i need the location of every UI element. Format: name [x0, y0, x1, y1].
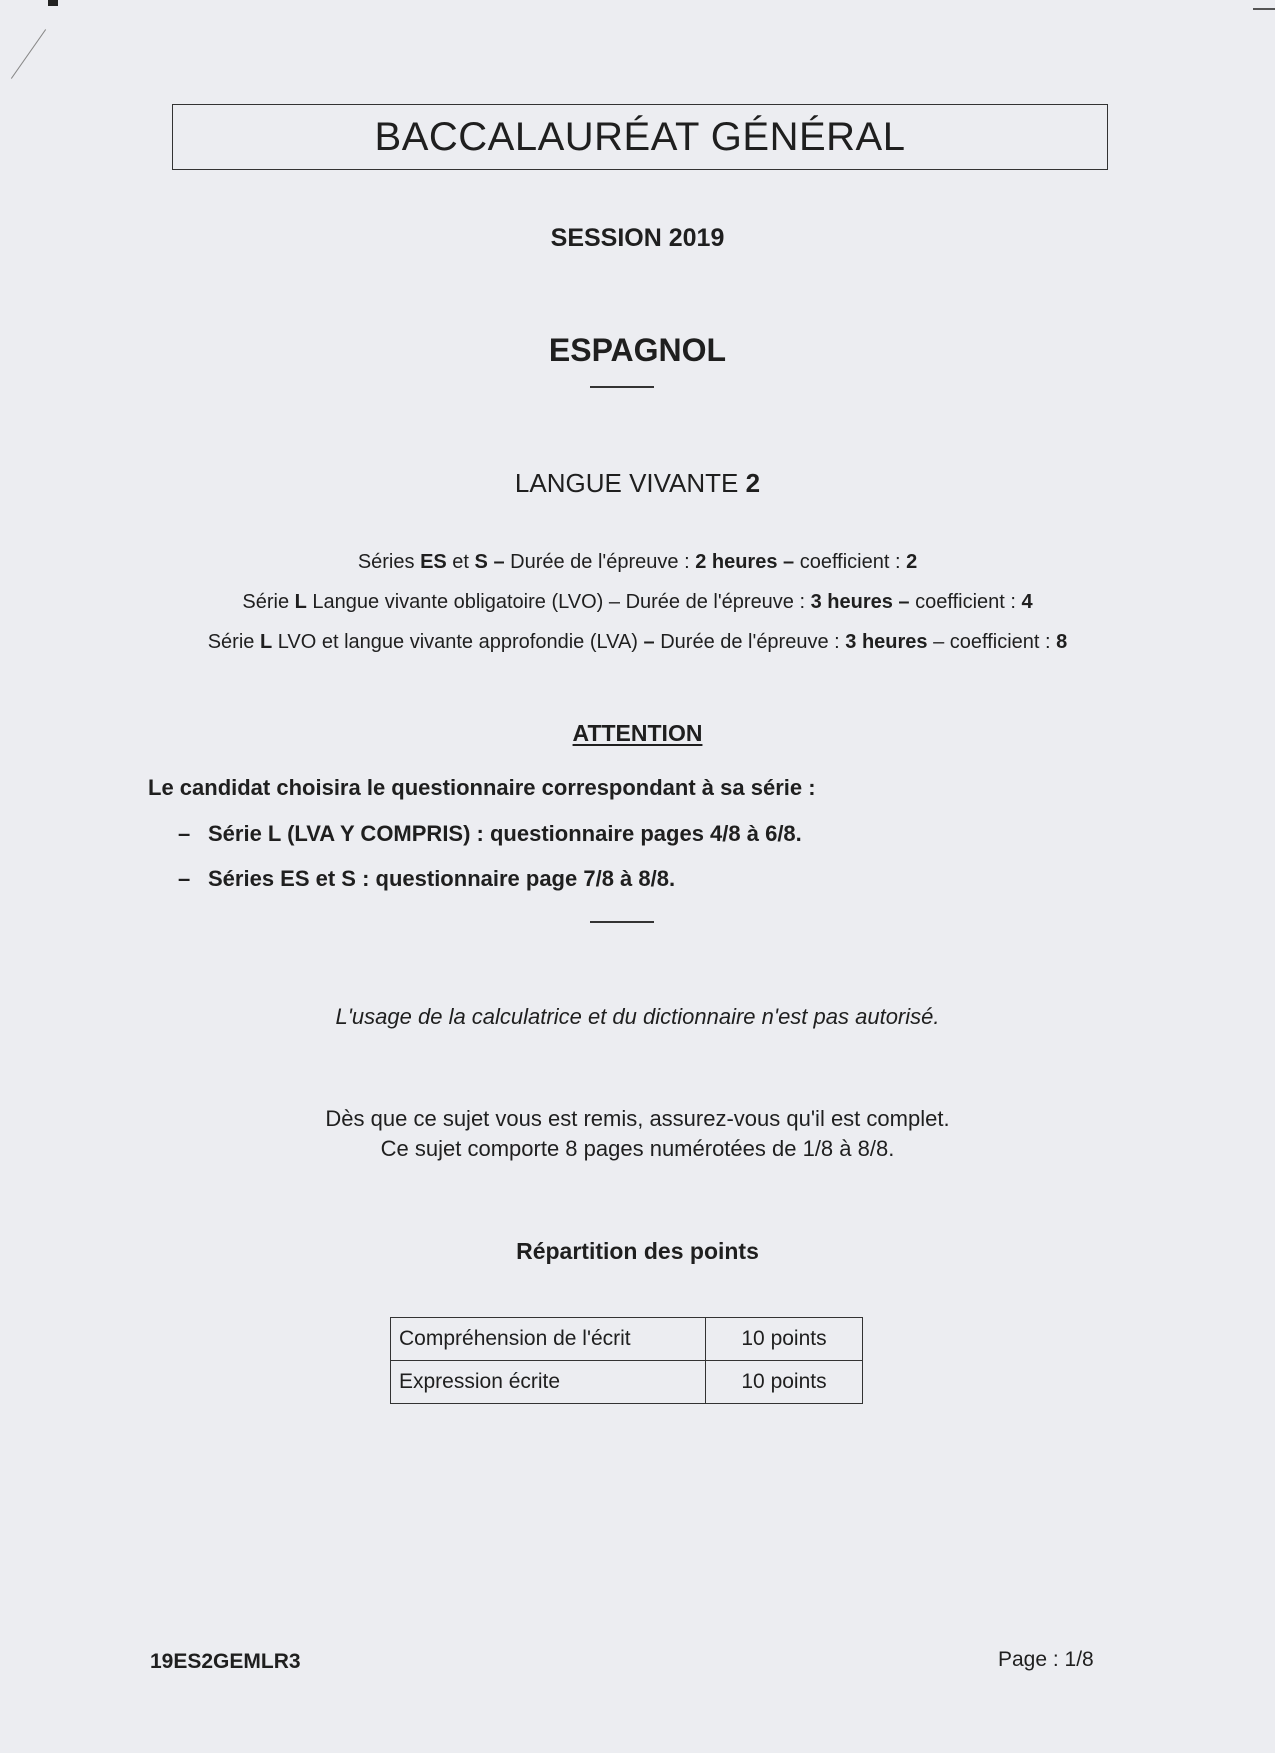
- language-level-prefix: LANGUE VIVANTE: [514, 468, 746, 498]
- series-text-run: 2: [906, 551, 918, 573]
- instruction-line: Ce sujet comporte 8 pages numérotées de 1/8 à 8/8.: [380, 1136, 895, 1161]
- series-text-run: LVO et langue vivante approfondie (LVA): [272, 631, 644, 653]
- series-line: [0, 551, 1275, 574]
- divider: [590, 921, 654, 923]
- exam-title: BACCALAURÉAT GÉNÉRAL: [172, 104, 1108, 170]
- series-text-run: –: [927, 631, 950, 653]
- table-cell-value: 10 points: [706, 1361, 863, 1404]
- series-text-run: 3 heures: [810, 591, 893, 613]
- table-row: [391, 1318, 863, 1361]
- series-text-run: 3 heures: [845, 631, 928, 653]
- table-row: [391, 1361, 863, 1404]
- series-text-run: Langue vivante obligatoire (LVO): [306, 591, 609, 613]
- series-text-run: Série: [242, 591, 295, 613]
- scan-artifact: [1253, 8, 1275, 10]
- series-text-run: L: [294, 591, 307, 613]
- list-item: [178, 821, 802, 847]
- points-heading: Répartition des points: [516, 1238, 759, 1264]
- series-line: [0, 591, 1275, 614]
- series-text-run: 2 heures: [695, 551, 778, 573]
- series-text-run: Série: [207, 631, 260, 653]
- table-cell-value: 10 points: [706, 1318, 863, 1361]
- subject-title: ESPAGNOL: [548, 332, 727, 368]
- list-item: [178, 866, 675, 892]
- series-text-run: Durée de l'épreuve :: [510, 551, 696, 573]
- scan-artifact: [48, 0, 58, 6]
- series-text-run: 8: [1056, 631, 1068, 653]
- attention-heading: [0, 720, 1275, 747]
- series-text-run: L: [259, 631, 273, 653]
- bullet-text: Séries ES et S : questionnaire page 7/8 à 8/8.: [208, 866, 676, 891]
- session-label: SESSION 2019: [550, 224, 725, 252]
- choice-instruction: Le candidat choisira le questionnaire correspondant à sa série :: [148, 775, 816, 800]
- language-level-number: 2: [745, 468, 761, 498]
- series-text-run: coefficient :: [799, 551, 907, 573]
- series-text-run: 4: [1021, 591, 1033, 613]
- table-cell-label: Expression écrite: [391, 1361, 706, 1404]
- series-text-run: –: [487, 551, 511, 573]
- attention-label: ATTENTION: [572, 720, 703, 746]
- pen-stroke-artifact: [11, 29, 46, 79]
- series-text-run: –: [643, 631, 661, 653]
- series-text-run: Séries: [357, 551, 421, 573]
- series-text-run: et: [446, 551, 475, 573]
- series-text-run: coefficient :: [949, 631, 1057, 653]
- series-text-run: ES: [420, 551, 447, 573]
- bullet-dash: –: [178, 866, 191, 891]
- points-table: [390, 1317, 863, 1404]
- series-text-run: S: [474, 551, 488, 573]
- bullet-dash: –: [178, 821, 191, 846]
- instruction-line: Dès que ce sujet vous est remis, assurez-vous qu'il est complet.: [325, 1106, 950, 1131]
- series-text-run: –: [608, 591, 626, 613]
- language-level: [0, 468, 1275, 499]
- table-cell-label: Compréhension de l'écrit: [391, 1318, 706, 1361]
- series-text-run: coefficient :: [915, 591, 1022, 613]
- bullet-text: Série L (LVA Y COMPRIS) : questionnaire pages 4/8 à 6/8.: [208, 821, 802, 846]
- series-text-run: Durée de l'épreuve :: [625, 591, 811, 613]
- series-text-run: –: [777, 551, 800, 573]
- series-text-run: Durée de l'épreuve :: [660, 631, 846, 653]
- exam-code: 19ES2GEMLR3: [150, 1650, 301, 1673]
- page-number: Page : 1/8: [998, 1648, 1094, 1671]
- divider: [590, 386, 654, 388]
- calculator-note: L'usage de la calculatrice et du dictionnaire n'est pas autorisé.: [335, 1004, 940, 1029]
- series-text-run: –: [892, 591, 916, 613]
- series-line: [0, 631, 1275, 654]
